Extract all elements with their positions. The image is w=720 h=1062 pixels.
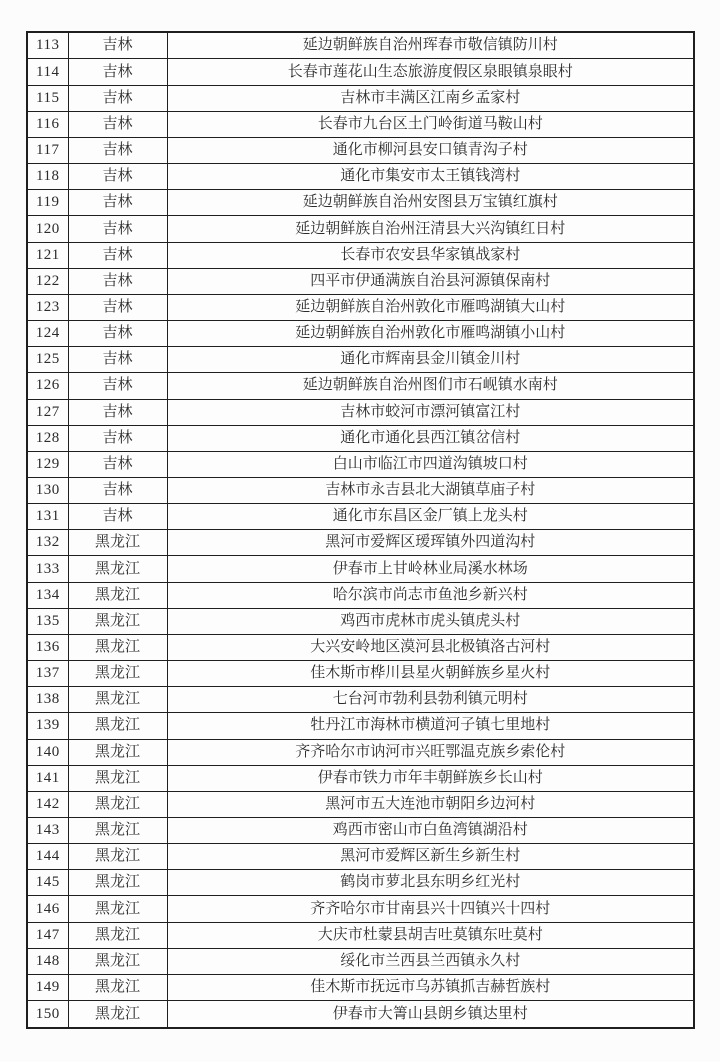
province-cell: 吉林 xyxy=(68,242,167,268)
table-row xyxy=(27,844,694,870)
village-name-cell: 延边朝鲜族自治州图们市石岘镇水南村 xyxy=(167,373,694,399)
table-row xyxy=(27,477,694,503)
province-cell: 黑龙江 xyxy=(68,922,167,948)
row-number-cell: 126 xyxy=(27,373,68,399)
province-cell: 黑龙江 xyxy=(68,765,167,791)
table-row xyxy=(27,111,694,137)
province-cell: 黑龙江 xyxy=(68,896,167,922)
row-number-cell: 138 xyxy=(27,687,68,713)
village-name-cell: 长春市莲花山生态旅游度假区泉眼镇泉眼村 xyxy=(167,59,694,85)
province-cell: 黑龙江 xyxy=(68,739,167,765)
village-name-cell: 佳木斯市抚远市乌苏镇抓吉赫哲族村 xyxy=(167,974,694,1000)
village-name-cell: 大庆市杜蒙县胡吉吐莫镇东吐莫村 xyxy=(167,922,694,948)
row-number-cell: 134 xyxy=(27,582,68,608)
village-name-cell: 白山市临江市四道沟镇坡口村 xyxy=(167,451,694,477)
village-name-cell: 通化市东昌区金厂镇上龙头村 xyxy=(167,504,694,530)
province-cell: 黑龙江 xyxy=(68,713,167,739)
row-number-cell: 142 xyxy=(27,791,68,817)
row-number-cell: 115 xyxy=(27,85,68,111)
table-row xyxy=(27,504,694,530)
province-cell: 吉林 xyxy=(68,294,167,320)
village-name-cell: 黑河市爱辉区瑷珲镇外四道沟村 xyxy=(167,530,694,556)
row-number-cell: 144 xyxy=(27,844,68,870)
village-name-cell: 长春市九台区土门岭街道马鞍山村 xyxy=(167,111,694,137)
table-row xyxy=(27,268,694,294)
province-cell: 吉林 xyxy=(68,190,167,216)
province-cell: 吉林 xyxy=(68,164,167,190)
row-number-cell: 124 xyxy=(27,321,68,347)
table-row xyxy=(27,818,694,844)
province-cell: 吉林 xyxy=(68,216,167,242)
row-number-cell: 128 xyxy=(27,425,68,451)
village-name-cell: 黑河市爱辉区新生乡新生村 xyxy=(167,844,694,870)
village-name-cell: 吉林市永吉县北大湖镇草庙子村 xyxy=(167,477,694,503)
province-cell: 黑龙江 xyxy=(68,582,167,608)
province-cell: 黑龙江 xyxy=(68,556,167,582)
village-name-cell: 绥化市兰西县兰西镇永久村 xyxy=(167,948,694,974)
village-name-cell: 齐齐哈尔市甘南县兴十四镇兴十四村 xyxy=(167,896,694,922)
province-cell: 黑龙江 xyxy=(68,870,167,896)
row-number-cell: 133 xyxy=(27,556,68,582)
village-name-cell: 延边朝鲜族自治州敦化市雁鸣湖镇大山村 xyxy=(167,294,694,320)
province-cell: 吉林 xyxy=(68,32,167,59)
row-number-cell: 148 xyxy=(27,948,68,974)
table-row xyxy=(27,948,694,974)
village-name-cell: 通化市辉南县金川镇金川村 xyxy=(167,347,694,373)
province-cell: 黑龙江 xyxy=(68,974,167,1000)
village-name-cell: 四平市伊通满族自治县河源镇保南村 xyxy=(167,268,694,294)
village-name-cell: 通化市柳河县安口镇青沟子村 xyxy=(167,137,694,163)
row-number-cell: 125 xyxy=(27,347,68,373)
table-row xyxy=(27,634,694,660)
village-name-cell: 齐齐哈尔市讷河市兴旺鄂温克族乡索伦村 xyxy=(167,739,694,765)
row-number-cell: 136 xyxy=(27,634,68,660)
row-number-cell: 114 xyxy=(27,59,68,85)
village-name-cell: 伊春市上甘岭林业局溪水林场 xyxy=(167,556,694,582)
table-row xyxy=(27,765,694,791)
village-name-cell: 鹤岗市萝北县东明乡红光村 xyxy=(167,870,694,896)
village-name-cell: 延边朝鲜族自治州珲春市敬信镇防川村 xyxy=(167,32,694,59)
table-row xyxy=(27,661,694,687)
province-cell: 黑龙江 xyxy=(68,608,167,634)
table-row xyxy=(27,137,694,163)
village-name-cell: 延边朝鲜族自治州敦化市雁鸣湖镇小山村 xyxy=(167,321,694,347)
village-name-cell: 通化市通化县西江镇岔信村 xyxy=(167,425,694,451)
village-name-cell: 伊春市大箐山县朗乡镇达里村 xyxy=(167,1001,694,1028)
row-number-cell: 139 xyxy=(27,713,68,739)
table-row xyxy=(27,530,694,556)
province-cell: 黑龙江 xyxy=(68,818,167,844)
province-cell: 吉林 xyxy=(68,425,167,451)
province-cell: 黑龙江 xyxy=(68,1001,167,1028)
table-row xyxy=(27,425,694,451)
village-name-cell: 鸡西市密山市白鱼湾镇湖沿村 xyxy=(167,818,694,844)
table-row xyxy=(27,713,694,739)
table-row xyxy=(27,399,694,425)
province-cell: 吉林 xyxy=(68,399,167,425)
province-cell: 吉林 xyxy=(68,321,167,347)
table-row xyxy=(27,922,694,948)
row-number-cell: 118 xyxy=(27,164,68,190)
village-name-cell: 黑河市五大连池市朝阳乡边河村 xyxy=(167,791,694,817)
province-cell: 黑龙江 xyxy=(68,634,167,660)
row-number-cell: 123 xyxy=(27,294,68,320)
province-cell: 吉林 xyxy=(68,111,167,137)
province-cell: 吉林 xyxy=(68,347,167,373)
row-number-cell: 145 xyxy=(27,870,68,896)
province-cell: 吉林 xyxy=(68,137,167,163)
table-row xyxy=(27,896,694,922)
province-cell: 吉林 xyxy=(68,373,167,399)
table-row xyxy=(27,321,694,347)
row-number-cell: 120 xyxy=(27,216,68,242)
table-row xyxy=(27,347,694,373)
row-number-cell: 113 xyxy=(27,32,68,59)
village-name-cell: 伊春市铁力市年丰朝鲜族乡长山村 xyxy=(167,765,694,791)
row-number-cell: 127 xyxy=(27,399,68,425)
province-cell: 黑龙江 xyxy=(68,948,167,974)
row-number-cell: 117 xyxy=(27,137,68,163)
province-cell: 黑龙江 xyxy=(68,530,167,556)
table-row xyxy=(27,608,694,634)
table-row xyxy=(27,451,694,477)
row-number-cell: 135 xyxy=(27,608,68,634)
table-row xyxy=(27,582,694,608)
province-cell: 吉林 xyxy=(68,504,167,530)
table-row xyxy=(27,164,694,190)
province-cell: 黑龙江 xyxy=(68,791,167,817)
row-number-cell: 116 xyxy=(27,111,68,137)
row-number-cell: 122 xyxy=(27,268,68,294)
table-row xyxy=(27,739,694,765)
table-row xyxy=(27,373,694,399)
village-name-cell: 鸡西市虎林市虎头镇虎头村 xyxy=(167,608,694,634)
table-row xyxy=(27,216,694,242)
village-name-cell: 七台河市勃利县勃利镇元明村 xyxy=(167,687,694,713)
table-row xyxy=(27,556,694,582)
table-row xyxy=(27,85,694,111)
village-name-cell: 牡丹江市海林市横道河子镇七里地村 xyxy=(167,713,694,739)
row-number-cell: 129 xyxy=(27,451,68,477)
table-row xyxy=(27,294,694,320)
province-cell: 吉林 xyxy=(68,85,167,111)
province-cell: 黑龙江 xyxy=(68,687,167,713)
row-number-cell: 140 xyxy=(27,739,68,765)
table-row xyxy=(27,32,694,59)
table-row xyxy=(27,1001,694,1028)
row-number-cell: 121 xyxy=(27,242,68,268)
village-name-cell: 大兴安岭地区漠河县北极镇洛古河村 xyxy=(167,634,694,660)
province-cell: 吉林 xyxy=(68,477,167,503)
row-number-cell: 147 xyxy=(27,922,68,948)
table-row xyxy=(27,870,694,896)
row-number-cell: 130 xyxy=(27,477,68,503)
row-number-cell: 146 xyxy=(27,896,68,922)
province-cell: 黑龙江 xyxy=(68,661,167,687)
table-row xyxy=(27,974,694,1000)
village-name-cell: 延边朝鲜族自治州汪清县大兴沟镇红日村 xyxy=(167,216,694,242)
village-name-cell: 吉林市丰满区江南乡孟家村 xyxy=(167,85,694,111)
row-number-cell: 143 xyxy=(27,818,68,844)
table-row xyxy=(27,791,694,817)
village-name-cell: 通化市集安市太王镇钱湾村 xyxy=(167,164,694,190)
table-row xyxy=(27,190,694,216)
table-body xyxy=(27,32,694,1028)
province-cell: 吉林 xyxy=(68,59,167,85)
village-name-cell: 长春市农安县华家镇战家村 xyxy=(167,242,694,268)
village-name-cell: 吉林市蛟河市漂河镇富江村 xyxy=(167,399,694,425)
province-cell: 吉林 xyxy=(68,451,167,477)
row-number-cell: 149 xyxy=(27,974,68,1000)
row-number-cell: 131 xyxy=(27,504,68,530)
table-row xyxy=(27,242,694,268)
table-row xyxy=(27,687,694,713)
village-name-cell: 哈尔滨市尚志市鱼池乡新兴村 xyxy=(167,582,694,608)
row-number-cell: 150 xyxy=(27,1001,68,1028)
row-number-cell: 141 xyxy=(27,765,68,791)
village-name-cell: 延边朝鲜族自治州安图县万宝镇红旗村 xyxy=(167,190,694,216)
row-number-cell: 137 xyxy=(27,661,68,687)
province-cell: 吉林 xyxy=(68,268,167,294)
province-cell: 黑龙江 xyxy=(68,844,167,870)
row-number-cell: 132 xyxy=(27,530,68,556)
row-number-cell: 119 xyxy=(27,190,68,216)
village-name-cell: 佳木斯市桦川县星火朝鲜族乡星火村 xyxy=(167,661,694,687)
village-list-table xyxy=(26,31,695,1029)
table-row xyxy=(27,59,694,85)
